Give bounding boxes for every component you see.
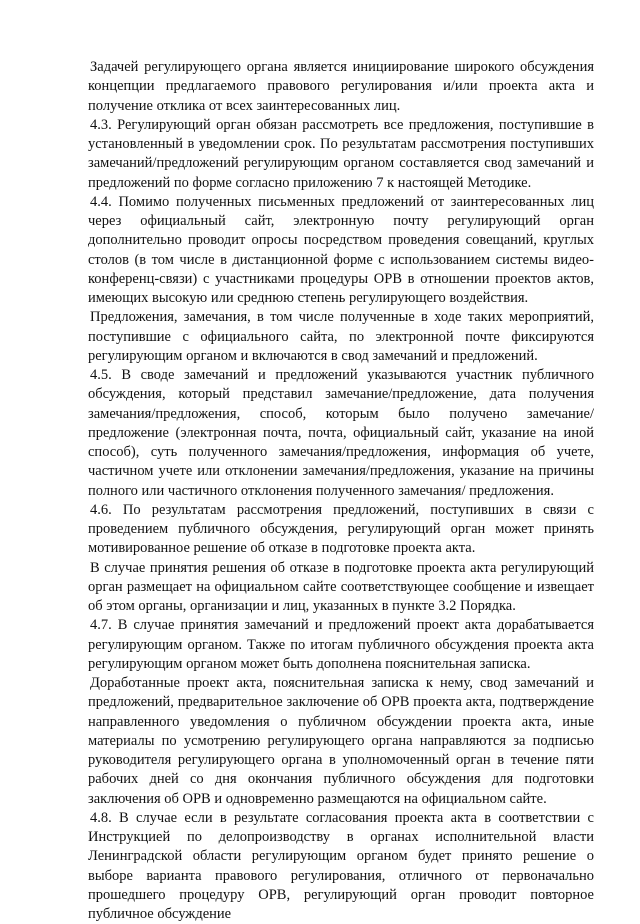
paragraph-4-6: 4.6. По результатам рассмотрения предложений, поступивших в связи с проведением публичного обсуждения, регулирующий орган может принять мотивированное решение об отказе в подготовке проекта акта. [88,501,594,557]
paragraph-4-7: 4.7. В случае принятия замечаний и предложений проект акта дорабатывается регулирующим органом. Также по итогам публичного обсуждения проекта акта регулирующим органом может быть дополнена пояснительная записка. [88,617,594,672]
paragraph-4-5: 4.5. В своде замечаний и предложений указываются участник публичного обсуждения, который представил замечание/предложение, дата получения замечания/предложения, способ, которым было получено замечание/предложение (электронная почта, почта, официальный сайт, указание на иной способ), суть полученного замечания/предложения, информация об учете, частичном учете или отклонении замечания/предложения, указание на причины полного или частичного отклонения полученного замечания/ предложения. [88,367,594,499]
document-page [88,58,594,924]
paragraph-4-4: 4.4. Помимо полученных письменных предложений от заинтересованных лиц через официальный сайт, электронную почту регулирующий орган дополнительно проводит опросы посредством проведения совещаний, круглых столов (в том числе в дистанционной форме с использованием системы видео-конференц-связи) с участниками процедуры ОРВ в отношении проектов актов, имеющих высокую или среднюю степень регулирующего воздействия. [88,193,594,306]
paragraph-4-8: 4.8. В случае если в результате согласования проекта акта в соответствии с Инструкцией по делопроизводству в органах исполнительной власти Ленинградской области регулирующим органом будет принято решение о выборе варианта правового регулирования, отличного от первоначально прошедшего процедуру ОРВ, регулирующий орган проводит повторное публичное обсуждение [88,809,594,922]
paragraph-4-6-cont: В случае принятия решения об отказе в подготовке проекта акта регулирующий орган размещает на официальном сайте соответствующее сообщение и извещает об этом органы, организации и лиц, указанных в пункте 3.2 Порядка. [88,559,594,614]
paragraph-intro: Задачей регулирующего органа является инициирование широкого обсуждения концепции предлагаемого правового регулирования и/или проекта акта и получение отклика от всех заинтересованных лиц. [88,59,594,114]
paragraph-4-4-cont: Предложения, замечания, в том числе полученные в ходе таких мероприятий, поступившие с официального сайта, по электронной почте фиксируются регулирующим органом и включаются в свод замечаний и предложений. [88,309,594,364]
paragraph-4-3: 4.3. Регулирующий орган обязан рассмотреть все предложения, поступившие в установленный в уведомлении срок. По результатам рассмотрения поступивших замечаний/предложений регулирующим органом составляется свод замечаний и предложений по форме согласно приложению 7 к настоящей Методике. [88,116,594,191]
paragraph-4-7-cont: Доработанные проект акта, пояснительная записка к нему, свод замечаний и предложений, предварительное заключение об ОРВ проекта акта, подтверждение направленного уведомления о публичном обсуждении проекта акта, иные материалы по усмотрению регулирующего органа направляются за подписью руководителя регулирующего органа в уполномоченный орган в течение пяти рабочих дней со дня окончания публичного обсуждения для подготовки заключения об ОРВ и одновременно размещаются на официальном сайте. [88,675,594,807]
